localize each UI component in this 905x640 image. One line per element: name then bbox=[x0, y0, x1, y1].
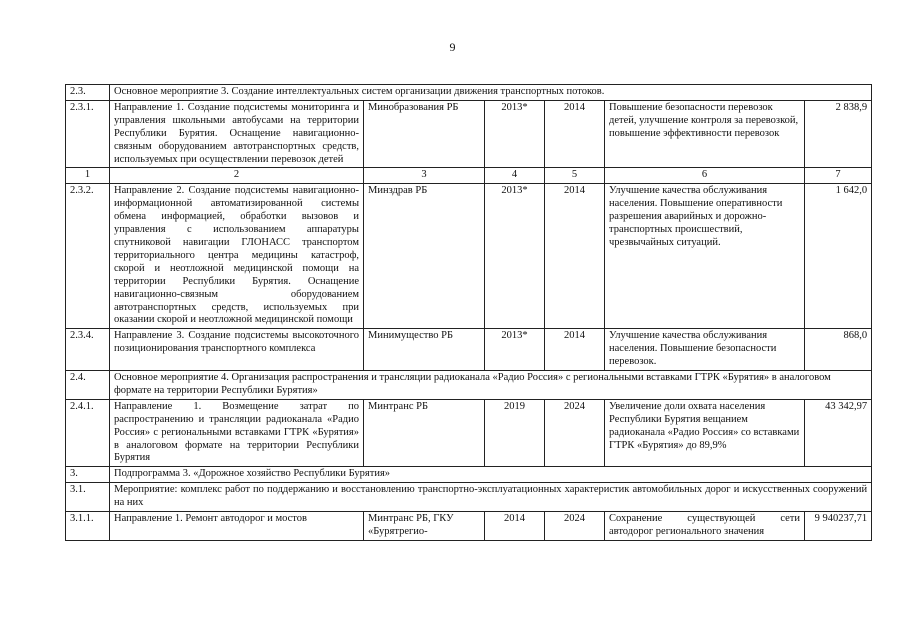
start-year: 2013* bbox=[485, 184, 545, 329]
row-number: 2.3.1. bbox=[66, 100, 110, 168]
executor: Минтранс РБ, ГКУ «Бурятрегио- bbox=[364, 512, 485, 541]
expected-result: Улучшение качества обслуживания населения. Повышение оперативности разрешения аварийных и дорожно-транспортных происшествий, чрезвычайных ситуаций. bbox=[605, 184, 805, 329]
executor: Минимущество РБ bbox=[364, 329, 485, 371]
table-row bbox=[66, 512, 872, 541]
program-table bbox=[65, 84, 872, 541]
column-number: 2 bbox=[110, 168, 364, 184]
end-year: 2014 bbox=[545, 184, 605, 329]
start-year: 2013* bbox=[485, 329, 545, 371]
expected-result: Сохранение существующей сети автодорог регионального значения bbox=[605, 512, 805, 541]
funding-amount: 1 642,0 bbox=[805, 184, 872, 329]
table-row bbox=[66, 184, 872, 329]
table-row-section bbox=[66, 483, 872, 512]
start-year: 2019 bbox=[485, 399, 545, 467]
funding-amount: 43 342,97 bbox=[805, 399, 872, 467]
column-number: 1 bbox=[66, 168, 110, 184]
executor: Минтранс РБ bbox=[364, 399, 485, 467]
page-number: 9 bbox=[449, 40, 456, 54]
measure-name: Направление 1. Создание подсистемы мониторинга и управления школьными автобусами на территории Республики Бурятия. Оснащение навигационно-связным оборудованием автотранспортных средств, используемых при осуществлении перевозок детей bbox=[110, 100, 364, 168]
column-number: 6 bbox=[605, 168, 805, 184]
row-number: 2.4. bbox=[66, 371, 110, 400]
table-row bbox=[66, 329, 872, 371]
end-year: 2024 bbox=[545, 512, 605, 541]
row-number: 2.4.1. bbox=[66, 399, 110, 467]
section-title: Основное мероприятие 4. Организация распространения и трансляции радиоканала «Радио Россия» с региональными вставками ГТРК «Бурятия» в аналоговом формате на территории Республики Бурятия» bbox=[110, 371, 872, 400]
row-number: 3.1.1. bbox=[66, 512, 110, 541]
executor: Минобразования РБ bbox=[364, 100, 485, 168]
funding-amount: 2 838,9 bbox=[805, 100, 872, 168]
row-number: 2.3.2. bbox=[66, 184, 110, 329]
executor: Минздрав РБ bbox=[364, 184, 485, 329]
column-number: 4 bbox=[485, 168, 545, 184]
table-row bbox=[66, 100, 872, 168]
expected-result: Увеличение доли охвата населения Республики Бурятия вещанием радиоканала «Радио Россия» со вставками ГТРК «Бурятия» до 89,9% bbox=[605, 399, 805, 467]
row-number: 2.3. bbox=[66, 85, 110, 101]
table-row-section bbox=[66, 467, 872, 483]
column-number: 5 bbox=[545, 168, 605, 184]
table-row-section bbox=[66, 85, 872, 101]
start-year: 2014 bbox=[485, 512, 545, 541]
funding-amount: 868,0 bbox=[805, 329, 872, 371]
end-year: 2014 bbox=[545, 329, 605, 371]
section-title: Мероприятие: комплекс работ по поддержанию и восстановлению транспортно-эксплуатационных характеристик автомобильных дорог и искусственных сооружений на них bbox=[110, 483, 872, 512]
measure-name: Направление 2. Создание подсистемы навигационно-информационной автоматизированной системы обмена информацией, обработки вызовов и управления с использованием аппаратуры спутниковой навигации ГЛОНАСС транспортом территориального центра медицины катастроф, скорой и неотложной медицинской помощи на территории Республики Бурятия. Оснащение навигационно-связным оборудованием автотранспортных средств, используемых при оказании скорой и неотложной медицинской помощи bbox=[110, 184, 364, 329]
column-number: 3 bbox=[364, 168, 485, 184]
measure-name: Направление 3. Создание подсистемы высокоточного позиционирования транспортного комплекса bbox=[110, 329, 364, 371]
expected-result: Повышение безопасности перевозок детей, улучшение контроля за перевозкой, повышение эффективности перевозок bbox=[605, 100, 805, 168]
table-row-section bbox=[66, 371, 872, 400]
end-year: 2014 bbox=[545, 100, 605, 168]
start-year: 2013* bbox=[485, 100, 545, 168]
measure-name: Направление 1. Возмещение затрат по распространению и трансляции радиоканала «Радио Россия» с региональными вставками ГТРК «Бурятия» в аналоговом формате на территории Республики Бурятия bbox=[110, 399, 364, 467]
row-number: 3.1. bbox=[66, 483, 110, 512]
row-number: 3. bbox=[66, 467, 110, 483]
table-row bbox=[66, 399, 872, 467]
column-number: 7 bbox=[805, 168, 872, 184]
funding-amount: 9 940237,71 bbox=[805, 512, 872, 541]
end-year: 2024 bbox=[545, 399, 605, 467]
section-title: Основное мероприятие 3. Создание интеллектуальных систем организации движения транспортных потоков. bbox=[110, 85, 872, 101]
column-number-row bbox=[66, 168, 872, 184]
section-title: Подпрограмма 3. «Дорожное хозяйство Республики Бурятия» bbox=[110, 467, 872, 483]
row-number: 2.3.4. bbox=[66, 329, 110, 371]
measure-name: Направление 1. Ремонт автодорог и мостов bbox=[110, 512, 364, 541]
expected-result: Улучшение качества обслуживания населения. Повышение безопасности перевозок. bbox=[605, 329, 805, 371]
